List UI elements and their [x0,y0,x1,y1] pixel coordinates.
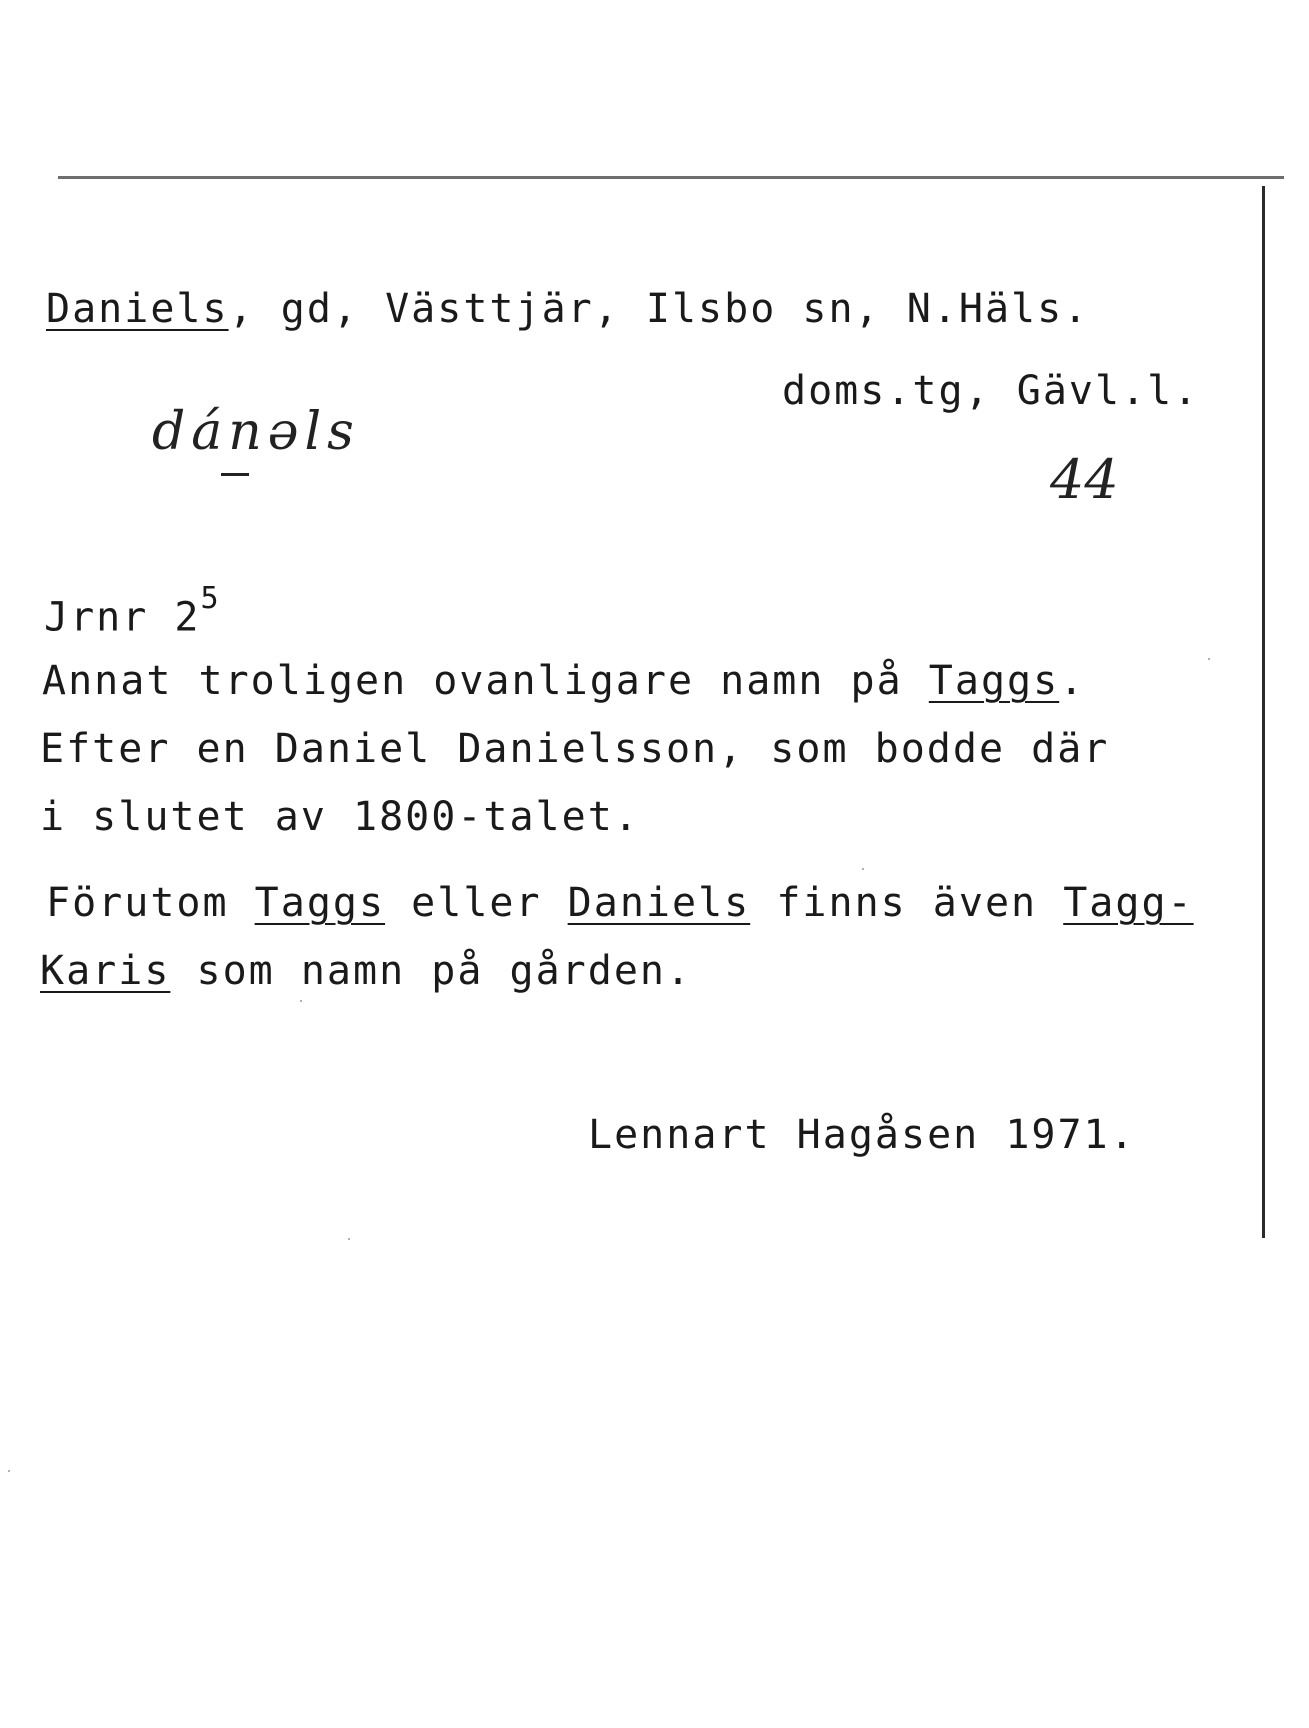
reference-superscript: 5 [200,581,221,616]
body-line-4-b: eller [385,880,568,926]
body-line-1-text: Annat troligen ovanligare namn på [42,658,929,704]
header-line-1 [46,284,1089,334]
reference-line [44,582,221,642]
underlined-name-daniels: Daniels [567,880,751,926]
scan-speck [862,868,864,870]
body-line-4 [46,878,1194,928]
headword: Daniels [46,286,229,332]
scan-speck [1208,658,1210,660]
underlined-name-taggs-2: Taggs [254,880,386,926]
body-line-5 [40,946,692,996]
reference-prefix: Jrnr 2 [44,594,201,641]
header-line-2: doms.tg, Gävl.l. [782,368,1200,414]
phonetic-stress-mark [221,473,249,476]
body-line-5-rest: som namn på gården. [170,948,693,994]
body-line-1 [42,656,1085,706]
underlined-name-tagg: Tagg- [1063,880,1194,926]
card-number: 44 [1050,448,1119,511]
scan-speck [348,1238,350,1240]
phonetic-transcription: dánəls [152,402,360,462]
card-top-edge [58,176,1284,179]
underlined-name-karis: Karis [40,948,171,994]
underlined-name-taggs: Taggs [928,658,1060,704]
scan-speck [8,1470,10,1472]
body-line-4-c: finns även [750,880,1064,926]
signature: Lennart Hagåsen 1971. [588,1112,1136,1158]
body-line-4-a: Förutom [46,880,255,926]
body-line-3: i slutet av 1800-talet. [40,794,640,840]
body-line-2: Efter en Daniel Danielsson, som bodde där [40,726,1110,772]
header-rest: , gd, Västtjär, Ilsbo sn, N.Häls. [228,286,1090,332]
body-line-1-end: . [1059,658,1086,704]
scan-speck [300,1000,302,1002]
card-right-edge [1262,186,1265,1238]
